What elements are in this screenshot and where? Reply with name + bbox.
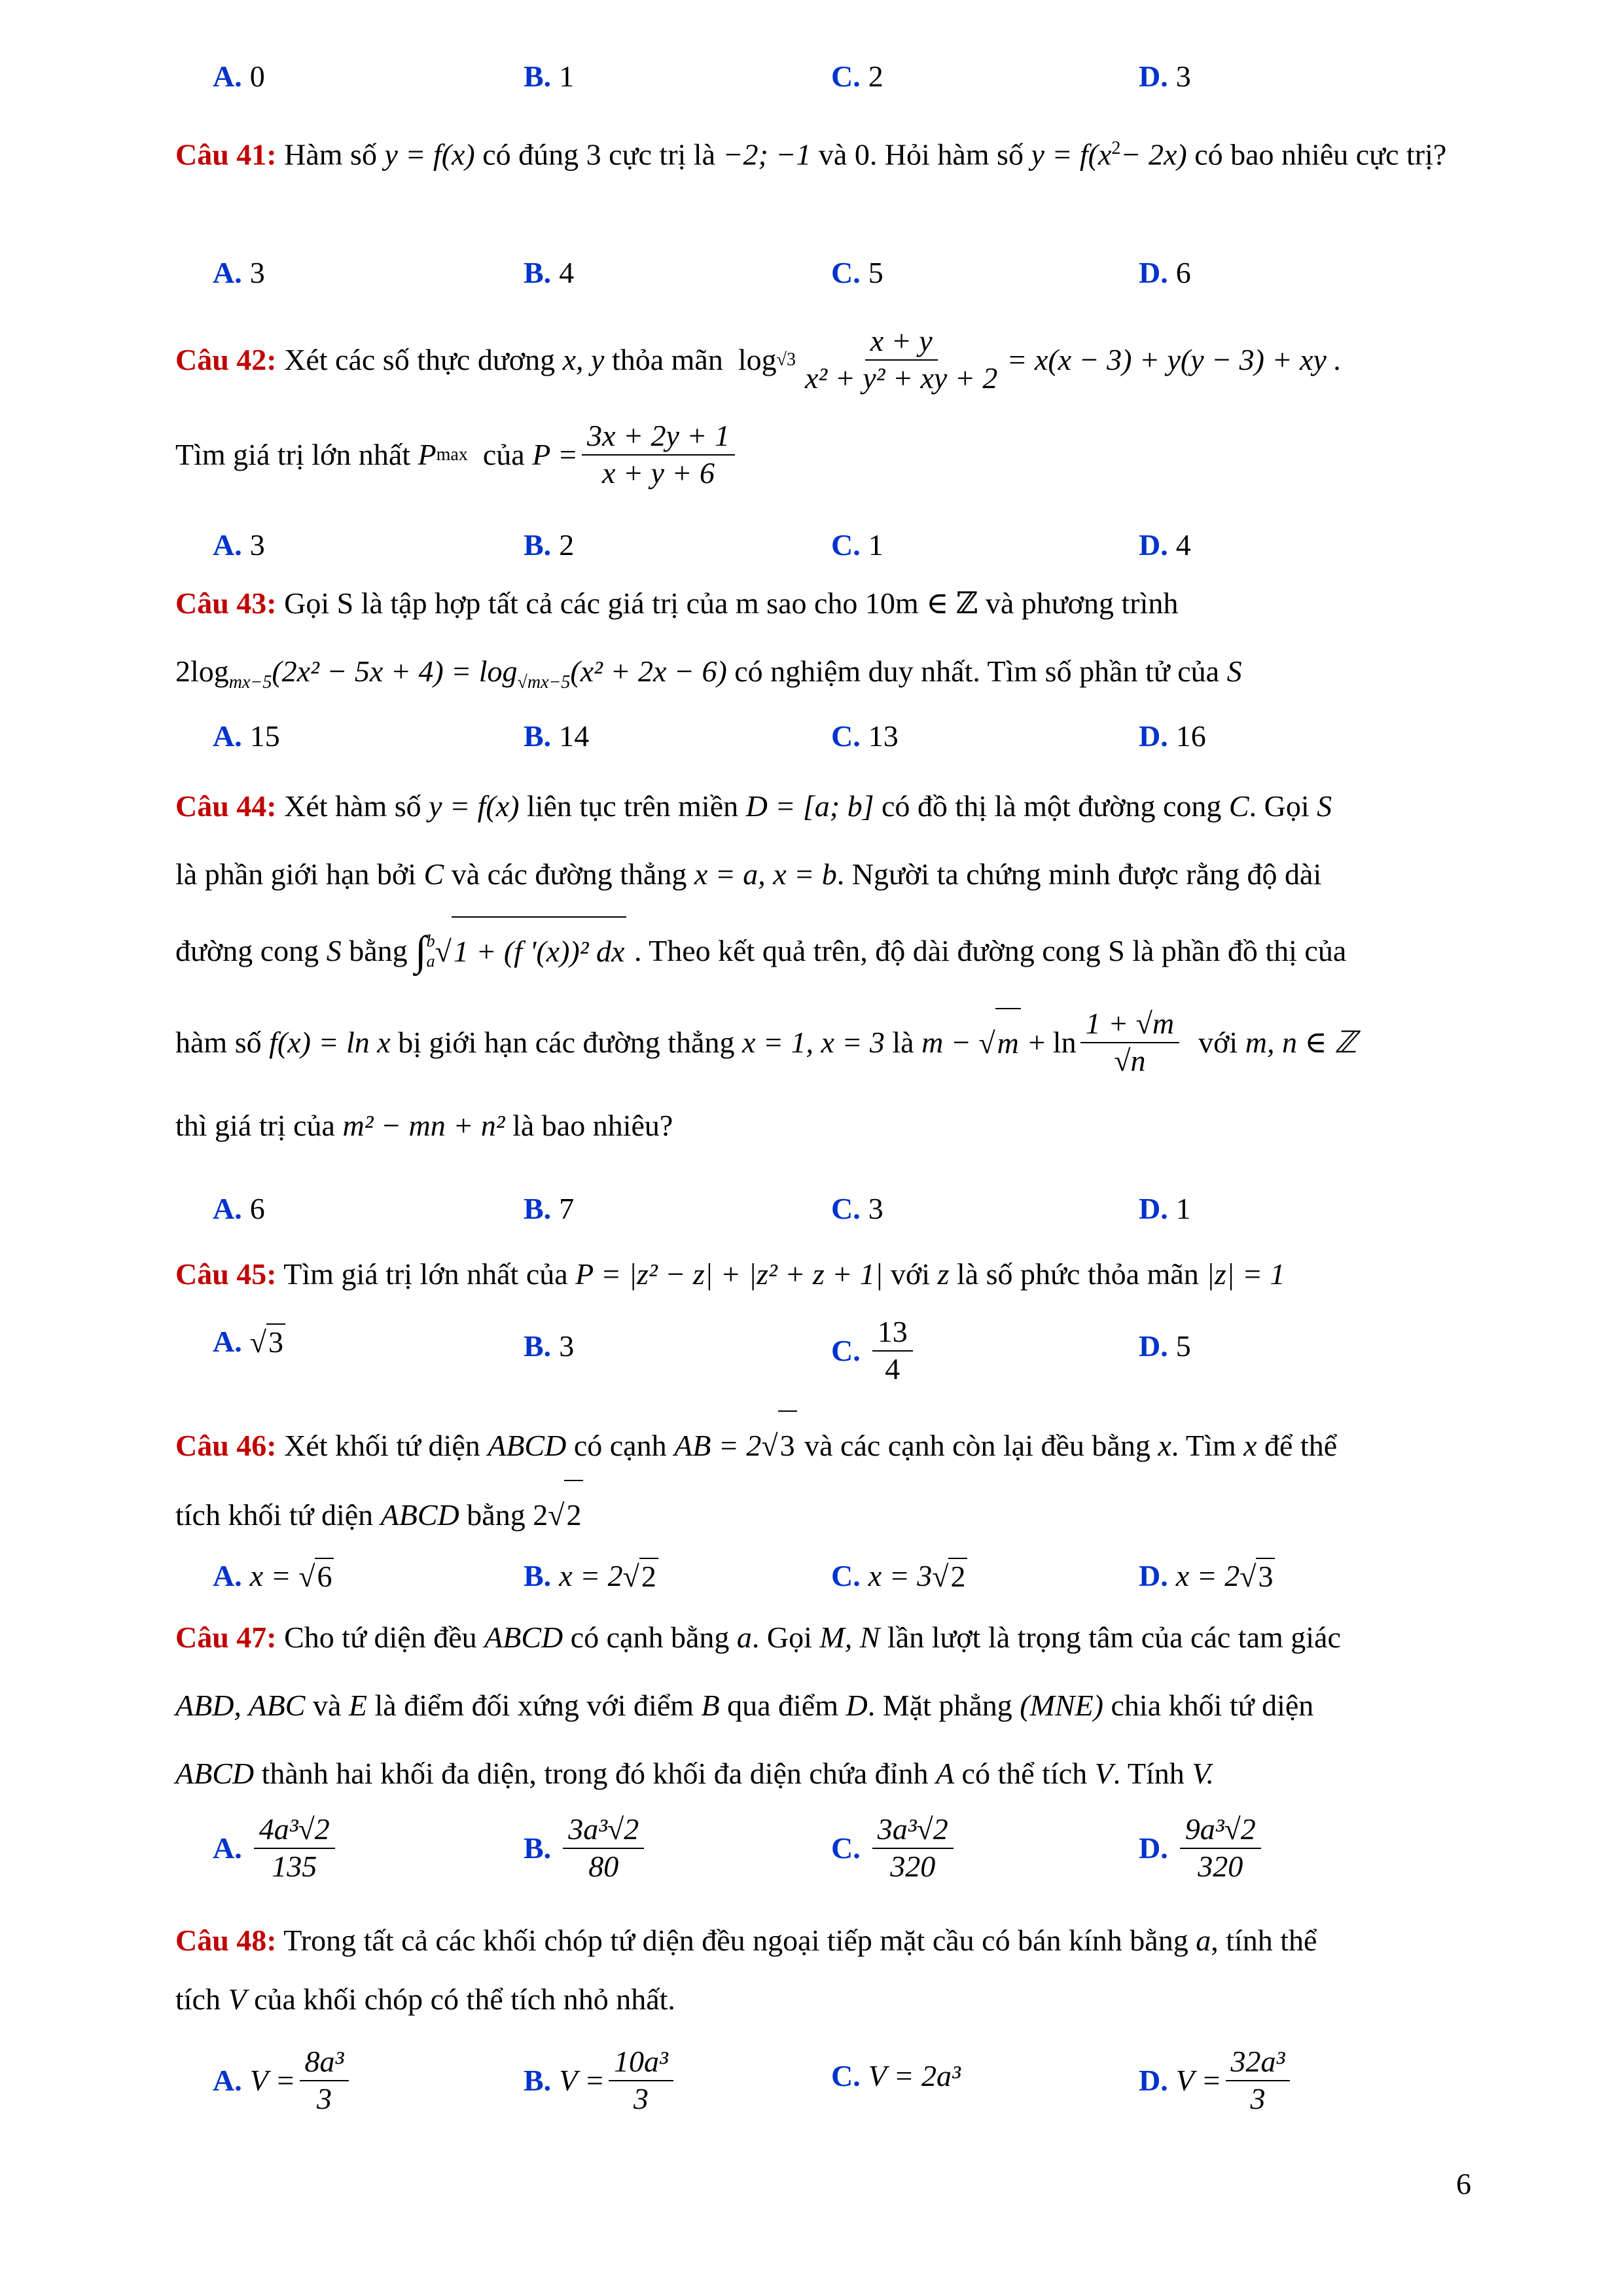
option-a: A. √ 3 bbox=[213, 1323, 285, 1359]
option-a: A. $\frac{\text{4a³√2}}{135}$ bbox=[213, 1813, 339, 1883]
question-42: Câu 42: Xét các số thực dương x, y thỏa mãn log √3 $\frac{x + y}{\text{x² + y² + xy + 2}}$ = x(x − 3) + y(y − 3) + xy . Tìm giá trị lớn nhất P max của P = $\frac{3x + 2y + 1}{x + y + 6}$ bbox=[175, 324, 1342, 490]
option-d: D. V = $\frac{\text{32a³}}{3}$ bbox=[1139, 2045, 1294, 2115]
option-c: C. 2 bbox=[831, 60, 883, 93]
option-d: D. 4 bbox=[1139, 528, 1191, 562]
option-b: B. 1 bbox=[524, 60, 575, 93]
option-d: D. 5 bbox=[1139, 1329, 1191, 1363]
option-c: C. $\frac{13}{4}$ bbox=[831, 1316, 917, 1386]
option-a: A. x = √ 6 bbox=[213, 1558, 334, 1594]
option-c: C. V = 2a³ bbox=[831, 2059, 961, 2092]
question-45: Câu 45: Tìm giá trị lớn nhất của P = |z² − z| + |z² + z + 1| với z là số phức thỏa mãn |z| = 1 bbox=[175, 1257, 1285, 1291]
option-c: C. $\frac{\text{3a³√2}}{320}$ bbox=[831, 1813, 957, 1883]
option-a: A. 6 bbox=[213, 1192, 265, 1225]
options-row-q48 bbox=[0, 2045, 1623, 2130]
option-b: B. V = $\frac{\text{10a³}}{3}$ bbox=[524, 2045, 677, 2115]
option-a: A. 15 bbox=[213, 719, 280, 753]
option-a: A. 3 bbox=[213, 528, 265, 562]
option-b: B. 14 bbox=[524, 719, 590, 753]
option-a: A. 3 bbox=[213, 256, 265, 289]
page-number: 6 bbox=[1456, 2167, 1471, 2200]
option-d: D. $\frac{\text{9a³√2}}{320}$ bbox=[1139, 1813, 1265, 1883]
option-d: D. x = 2 √ 3 bbox=[1139, 1558, 1275, 1594]
question-43: Câu 43: Gọi S là tập hợp tất cả các giá trị của m sao cho 10m ∈ ℤ và phương trình $2\log_{mx-5}(2x^2 - 5x + 4) = \log_{√mx-5}(x^2 + 2x - 6)$ có nghiệm duy nhất. Tìm số phần tử của S bbox=[175, 586, 1242, 693]
option-c: C. 13 bbox=[831, 719, 899, 753]
option-b: B. 4 bbox=[524, 256, 575, 289]
option-c: C. x = 3 √ 2 bbox=[831, 1558, 967, 1594]
option-d: D. 1 bbox=[1139, 1192, 1191, 1225]
options-row-q47 bbox=[0, 1813, 1623, 1898]
option-c: C. 1 bbox=[831, 528, 883, 562]
question-46: Câu 46: Xét khối tứ diện ABCD có cạnh AB = 2 √ 3 và các cạnh còn lại đều bằng x. Tìm x để thể tích khối tứ diện ABCD bằng 2 √ 2 bbox=[175, 1410, 1471, 1549]
fraction: $\frac{1 + √m}{√n}$ bbox=[1080, 1007, 1180, 1077]
option-c: C. 3 bbox=[831, 1192, 883, 1225]
question-44: Câu 44: Xét hàm số y = f(x) liên tục trên miền D = [a; b] có đồ thị là một đường cong C. Gọi S là phần giới hạn bởi C và các đường thẳng x = a, x = b. Người ta chứng minh được rằng độ dài đường cong S bằng ∫ b a √ 1 + (f '(x))² dx . Theo kết quả trên, độ dài đường cong S là phần đồ thị của hàm số f(x) = ln x bị giới hạn các đường thẳng x = 1, x = 3 là m − √ m + ln $\frac{1 + √m}{√n}$ với m, n ∈ ℤ thì giá trị của m² − mn + n² là bao nhiêu? bbox=[175, 789, 1357, 1142]
fraction: $\frac{x + y}{\text{x² + y² + xy + 2}}$ bbox=[805, 324, 998, 395]
option-a: A. 0 bbox=[213, 60, 265, 93]
option-a: A. V = $\frac{\text{8a³}}{3}$ bbox=[213, 2045, 353, 2115]
option-d: D. 16 bbox=[1139, 719, 1206, 753]
option-d: D. 6 bbox=[1139, 256, 1191, 289]
option-b: B. 2 bbox=[524, 528, 575, 562]
option-d: D. 3 bbox=[1139, 60, 1191, 93]
question-48: Câu 48: Trong tất cả các khối chóp tứ diện đều ngoại tiếp mặt cầu có bán kính bằng a, tính thể tích V của khối chóp có thể tích nhỏ nhất. bbox=[175, 1924, 1317, 2016]
question-47: Câu 47: Cho tứ diện đều ABCD có cạnh bằng a. Gọi M, N lần lượt là trọng tâm của các tam giác ABD, ABC và E là điểm đối xứng với điểm B qua điểm D. Mặt phẳng (MNE) chia khối tứ diện ABCD thành hai khối đa diện, trong đó khối đa diện chứa đỉnh A có thể tích V. Tính V. bbox=[175, 1621, 1341, 1790]
option-b: B. x = 2 √ 2 bbox=[524, 1558, 658, 1594]
options-row-q45 bbox=[0, 1316, 1623, 1388]
option-b: B. 7 bbox=[524, 1192, 575, 1225]
option-c: C. 5 bbox=[831, 256, 883, 289]
option-b: B. $\frac{\text{3a³√2}}{80}$ bbox=[524, 1813, 648, 1883]
question-41: Câu 41: Hàm số y = f(x) có đúng 3 cực trị là −2; −1 và 0. Hỏi hàm số $y = f(x^2- 2x)$ có bao nhiêu cực trị? bbox=[175, 137, 1447, 171]
option-b: B. 3 bbox=[524, 1329, 575, 1363]
fraction: $\frac{3x + 2y + 1}{x + y + 6}$ bbox=[582, 420, 735, 490]
